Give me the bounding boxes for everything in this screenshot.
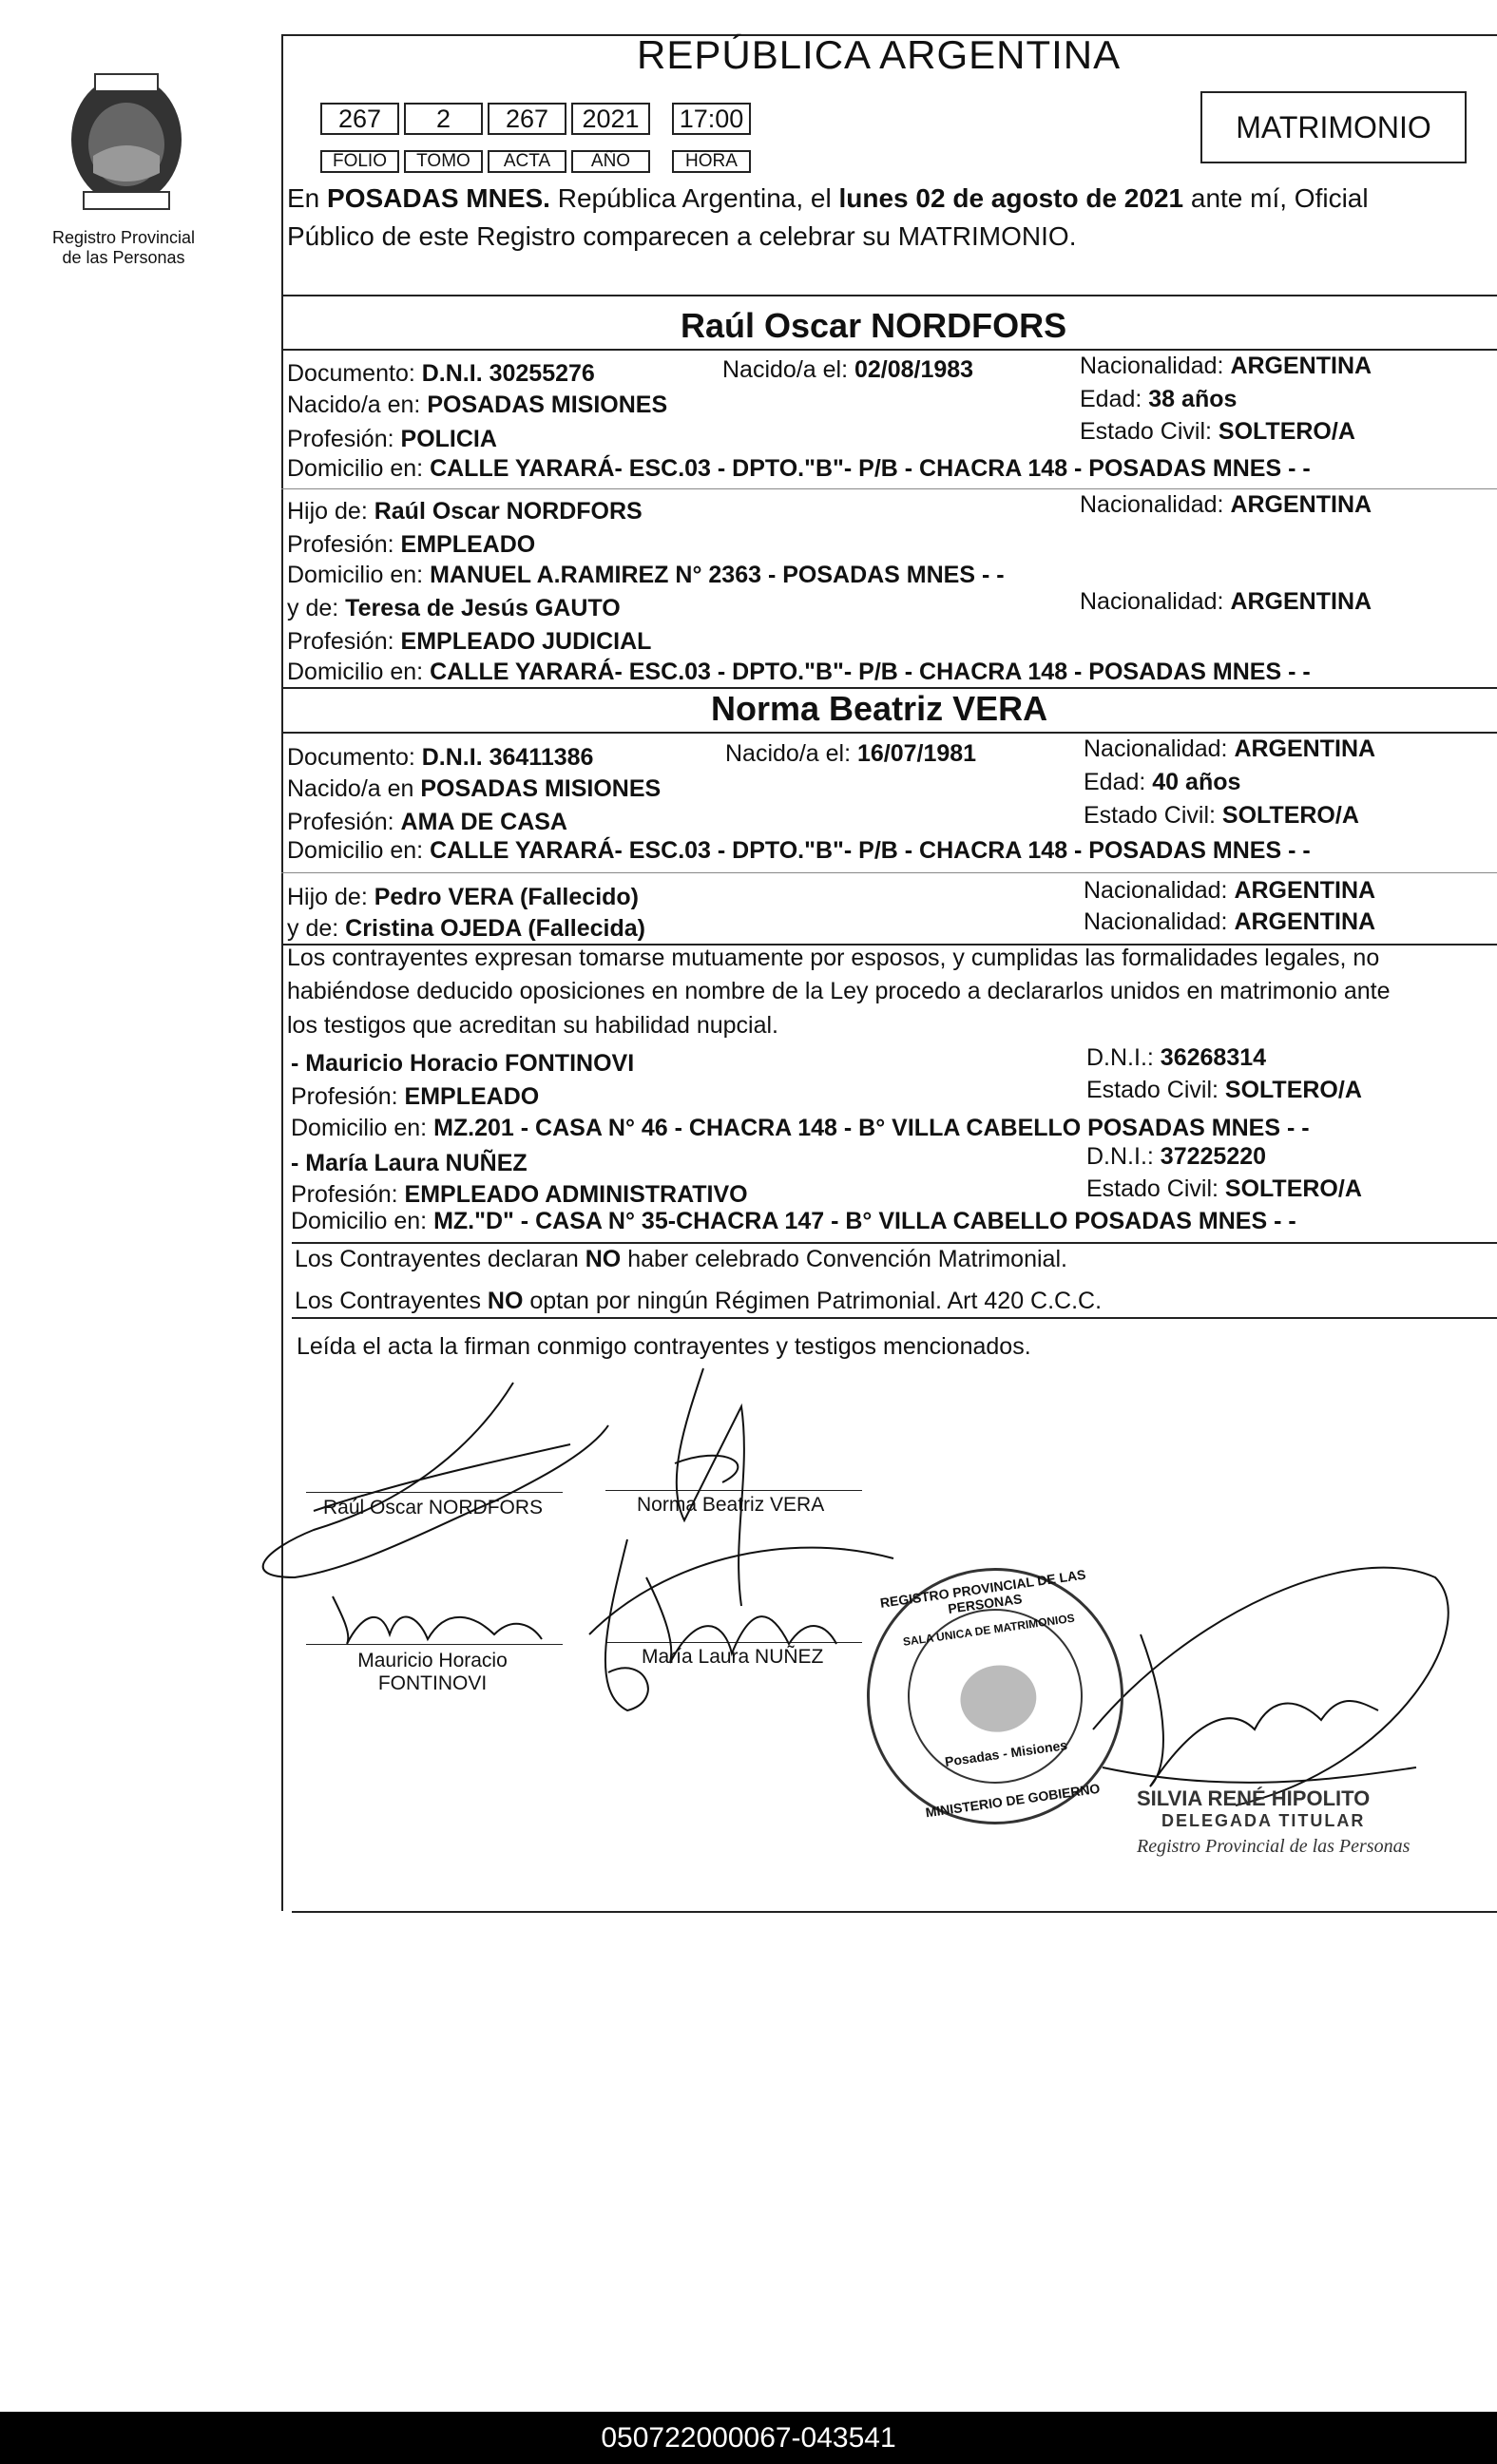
witness1-domicilio: Domicilio en: MZ.201 - CASA N° 46 - CHACRA 148 - B° VILLA CABELLO POSADAS MNES - -: [291, 1115, 1310, 1141]
stamp-bottom: Posadas - Misiones: [944, 1737, 1068, 1769]
witness1-name: - Mauricio Horacio FONTINOVI: [291, 1050, 635, 1077]
spouse2-padre-nacionalidad: Nacionalidad: ARGENTINA: [1084, 877, 1376, 904]
spouse1-domicilio: Domicilio en: CALLE YARARÁ- ESC.03 - DPTO."B"- P/B - CHACRA 148 - POSADAS MNES - -: [287, 455, 1311, 482]
spouse1-madre-nacionalidad: Nacionalidad: ARGENTINA: [1080, 588, 1372, 615]
stamp-inner-top: SALA UNICA DE MATRIMONIOS: [902, 1611, 1076, 1649]
act-type-box: MATRIMONIO: [1200, 91, 1467, 163]
spouse2-padre: Hijo de: Pedro VERA (Fallecido): [287, 884, 640, 910]
folio-label: FOLIO: [320, 150, 399, 173]
spouse2-madre-nacionalidad: Nacionalidad: ARGENTINA: [1084, 908, 1376, 935]
spouse2-edad: Edad: 40 años: [1084, 769, 1241, 795]
spouse1-documento: Documento: D.N.I. 30255276: [287, 360, 595, 387]
tomo-value: 2: [404, 103, 483, 135]
signature-label-3: Mauricio Horacio FONTINOVI: [357, 1650, 508, 1694]
spouse1-profesion: Profesión: POLICIA: [287, 426, 497, 452]
acta-label: ACTA: [488, 150, 566, 173]
spouse2-documento: Documento: D.N.I. 36411386: [287, 744, 594, 771]
page-title: REPÚBLICA ARGENTINA: [637, 32, 1122, 77]
signature-label-1: Raúl Oscar NORDFORS: [323, 1497, 544, 1519]
intro-date: lunes 02 de agosto de 2021: [838, 183, 1184, 213]
spouse1-name: Raúl Oscar NORDFORS: [681, 306, 1067, 345]
signature-stroke: [314, 1444, 570, 1511]
spouse1-estado-civil: Estado Civil: SOLTERO/A: [1080, 418, 1355, 445]
intro-line-2: Público de este Registro comparecen a celebrar su MATRIMONIO.: [287, 221, 1077, 251]
folio-value: 267: [320, 103, 399, 135]
signature-stroke: [333, 1596, 542, 1644]
spouse1-madre-domicilio: Domicilio en: CALLE YARARÁ- ESC.03 - DPTO."B"- P/B - CHACRA 148 - POSADAS MNES - -: [287, 659, 1311, 685]
intro-post: ante mí, Oficial: [1183, 183, 1369, 213]
spouse2-nacido-el: Nacido/a el: 16/07/1981: [725, 740, 977, 767]
convention-2: Los Contrayentes NO optan por ningún Régimen Patrimonial. Art 420 C.C.C.: [295, 1288, 1103, 1314]
stamp-ring-bottom: MINISTERIO DE GOBIERNO: [924, 1780, 1102, 1821]
declaration-line-1: Los contrayentes expresan tomarse mutuamente por esposos, y cumplidas las formalidades legales, no: [287, 945, 1380, 971]
anio-label: AÑO: [571, 150, 650, 173]
acta-value: 267: [488, 103, 566, 135]
signature-stroke: [1141, 1634, 1378, 1786]
spouse1-nacido-en: Nacido/a en: POSADAS MISIONES: [287, 392, 668, 418]
closing-text: Leída el acta la firman conmigo contrayentes y testigos mencionados.: [297, 1333, 1031, 1360]
witness2-domicilio: Domicilio en: MZ."D" - CASA N° 35-CHACRA 147 - B° VILLA CABELLO POSADAS MNES - -: [291, 1208, 1296, 1234]
spouse1-nacionalidad: Nacionalidad: ARGENTINA: [1080, 353, 1372, 379]
signature-stroke: [263, 1383, 608, 1577]
official-name: SILVIA RENÉ HIPOLITO: [1137, 1786, 1371, 1810]
witness2-profesion: Profesión: EMPLEADO ADMINISTRATIVO: [291, 1181, 748, 1208]
declaration-line-2: habiéndose deducido oposiciones en nombre de la Ley procedo a declararlos unidos en matrimonio ante: [287, 978, 1391, 1004]
intro-pre: En: [287, 183, 328, 213]
spouse1-madre-profesion: Profesión: EMPLEADO JUDICIAL: [287, 628, 652, 655]
witness2-estado-civil: Estado Civil: SOLTERO/A: [1086, 1175, 1362, 1202]
anio-value: 2021: [571, 103, 650, 135]
signature-label-4: María Laura NUÑEZ: [642, 1646, 824, 1668]
signature-stroke: [646, 1577, 836, 1663]
witness1-estado-civil: Estado Civil: SOLTERO/A: [1086, 1077, 1362, 1103]
spouse2-profesion: Profesión: AMA DE CASA: [287, 809, 567, 835]
intro-mid: República Argentina, el: [549, 183, 839, 213]
witness2-dni: D.N.I.: 37225220: [1086, 1143, 1267, 1170]
convention-1: Los Contrayentes declaran NO haber celebrado Convención Matrimonial.: [295, 1246, 1067, 1272]
signature-label-2: Norma Beatriz VERA: [637, 1494, 825, 1516]
spouse1-padre: Hijo de: Raúl Oscar NORDFORS: [287, 498, 643, 525]
spouse1-nacido-el: Nacido/a el: 02/08/1983: [722, 356, 974, 383]
intro-place: POSADAS MNES.: [327, 183, 550, 213]
official-institution: Registro Provincial de las Personas: [1137, 1836, 1411, 1857]
spouse2-estado-civil: Estado Civil: SOLTERO/A: [1084, 802, 1359, 829]
hora-label: HORA: [672, 150, 751, 173]
signature-stroke: [1103, 1767, 1416, 1783]
spouse2-domicilio: Domicilio en: CALLE YARARÁ- ESC.03 - DPTO."B"- P/B - CHACRA 148 - POSADAS MNES - -: [287, 837, 1311, 864]
hora-value: 17:00: [672, 103, 751, 135]
spouse2-name: Norma Beatriz VERA: [711, 689, 1048, 728]
registry-name: Registro Provincial de las Personas: [51, 228, 196, 267]
spouse2-nacido-en: Nacido/a en POSADAS MISIONES: [287, 775, 662, 802]
stamp-ring-top: REGISTRO PROVINCIAL DE LAS PERSONAS: [878, 1566, 1087, 1616]
spouse1-padre-profesion: Profesión: EMPLEADO: [287, 531, 536, 558]
witness1-dni: D.N.I.: 36268314: [1086, 1044, 1267, 1071]
signature-stroke: [589, 1548, 893, 1634]
spouse1-padre-domicilio: Domicilio en: MANUEL A.RAMIREZ N° 2363 - POSADAS MNES - -: [287, 562, 1005, 588]
spouse1-madre: y de: Teresa de Jesús GAUTO: [287, 595, 621, 621]
spouse2-nacionalidad: Nacionalidad: ARGENTINA: [1084, 735, 1376, 762]
spouse1-padre-nacionalidad: Nacionalidad: ARGENTINA: [1080, 491, 1372, 518]
witness1-profesion: Profesión: EMPLEADO: [291, 1083, 540, 1110]
official-role: DELEGADA TITULAR: [1161, 1811, 1366, 1830]
spouse2-madre: y de: Cristina OJEDA (Fallecida): [287, 915, 645, 942]
spouse1-edad: Edad: 38 años: [1080, 386, 1238, 412]
footer-code: 050722000067-043541: [0, 2412, 1497, 2464]
witness2-name: - María Laura NUÑEZ: [291, 1150, 528, 1176]
signature-stroke: [605, 1539, 648, 1710]
declaration-line-3: los testigos que acreditan su habilidad nupcial.: [287, 1012, 779, 1039]
tomo-label: TOMO: [404, 150, 483, 173]
